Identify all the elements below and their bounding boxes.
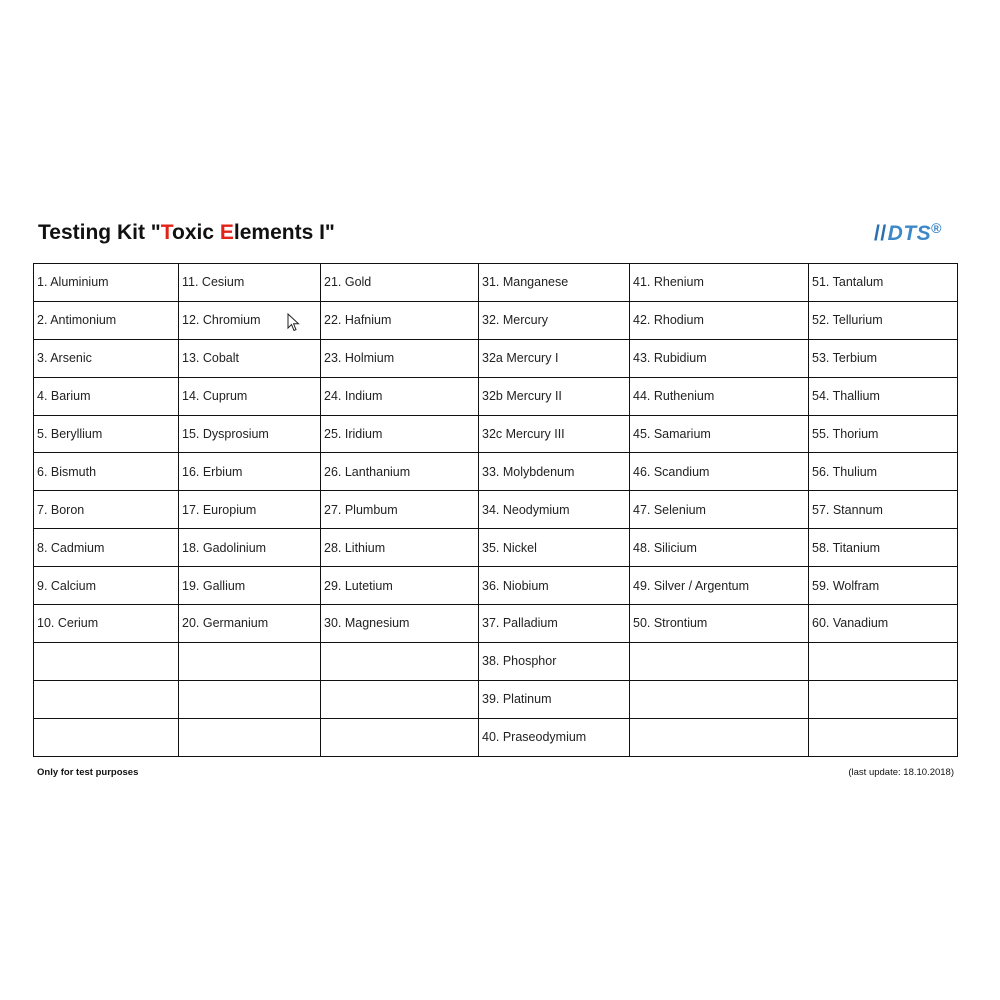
table-cell [630,680,809,718]
title-part: lements I" [233,221,335,244]
table-cell [34,718,179,756]
table-row [34,301,958,339]
table-row [34,567,958,605]
table-cell: 32b Mercury II [479,377,630,415]
table-cell [321,642,479,680]
table-cell [179,642,321,680]
table-cell: 12. Chromium [179,301,321,339]
table-row [34,718,958,756]
table-cell: 23. Holmium [321,339,479,377]
table-cell: 4. Barium [34,377,179,415]
table-cell: 50. Strontium [630,605,809,643]
table-cell: 36. Niobium [479,567,630,605]
table-cell: 2. Antimonium [34,301,179,339]
table-row [34,642,958,680]
registered-mark: ® [931,220,942,236]
title-part: T [160,221,173,244]
title-part: E [219,221,234,244]
table-cell [630,642,809,680]
table-cell: 57. Stannum [809,491,958,529]
table-cell [179,680,321,718]
table-cell: 15. Dysprosium [179,415,321,453]
table-cell: 26. Lanthanium [321,453,479,491]
table-cell: 44. Ruthenium [630,377,809,415]
table-row [34,680,958,718]
elements-table [33,263,958,757]
table-cell: 39. Platinum [479,680,630,718]
table-cell: 27. Plumbum [321,491,479,529]
logo-bars: // [874,222,887,245]
table-cell: 46. Scandium [630,453,809,491]
table-cell: 34. Neodymium [479,491,630,529]
table-cell: 8. Cadmium [34,529,179,567]
table-cell: 49. Silver / Argentum [630,567,809,605]
table-row [34,491,958,529]
table-cell: 32a Mercury I [479,339,630,377]
table-cell: 37. Palladium [479,605,630,643]
table-row [34,415,958,453]
table-cell: 43. Rubidium [630,339,809,377]
table-cell: 7. Boron [34,491,179,529]
table-cell [179,718,321,756]
table-cell: 59. Wolfram [809,567,958,605]
table-cell: 5. Beryllium [34,415,179,453]
table-cell: 29. Lutetium [321,567,479,605]
footer-note: Only for test purposes [37,767,139,778]
table-cell: 18. Gadolinium [179,529,321,567]
table-cell: 38. Phosphor [479,642,630,680]
table-row [34,339,958,377]
table-cell [630,718,809,756]
mouse-pointer-icon [287,313,301,333]
table-cell: 17. Europium [179,491,321,529]
title-part: oxic [172,221,220,244]
table-cell: 58. Titanium [809,529,958,567]
table-cell: 35. Nickel [479,529,630,567]
table-cell: 14. Cuprum [179,377,321,415]
table-cell: 40. Praseodymium [479,718,630,756]
table-cell: 48. Silicium [630,529,809,567]
logo-text: DTS [887,222,932,245]
table-cell: 32. Mercury [479,301,630,339]
table-cell: 31. Manganese [479,264,630,302]
table-cell [34,680,179,718]
table-cell: 47. Selenium [630,491,809,529]
table-cell: 22. Hafnium [321,301,479,339]
table-cell: 51. Tantalum [809,264,958,302]
table-cell: 53. Terbium [809,339,958,377]
table-cell: 21. Gold [321,264,479,302]
table-cell: 52. Tellurium [809,301,958,339]
last-update: (last update: 18.10.2018) [848,767,954,778]
table-cell: 10. Cerium [34,605,179,643]
table-row [34,264,958,302]
table-cell: 13. Cobalt [179,339,321,377]
table-cell [321,680,479,718]
table-cell: 45. Samarium [630,415,809,453]
table-cell: 11. Cesium [179,264,321,302]
table-row [34,377,958,415]
table-cell [809,680,958,718]
table-cell: 24. Indium [321,377,479,415]
table-cell: 6. Bismuth [34,453,179,491]
table-cell: 60. Vanadium [809,605,958,643]
table-cell [34,642,179,680]
table-cell: 9. Calcium [34,567,179,605]
title-part: Testing Kit " [38,221,161,244]
page-title [38,221,335,245]
table-cell: 54. Thallium [809,377,958,415]
table-cell: 16. Erbium [179,453,321,491]
table-cell: 32c Mercury III [479,415,630,453]
table-row [34,605,958,643]
table-cell [809,642,958,680]
table-row [34,529,958,567]
table-cell: 28. Lithium [321,529,479,567]
table-cell: 42. Rhodium [630,301,809,339]
table-cell [809,718,958,756]
table-cell: 25. Iridium [321,415,479,453]
dts-logo [874,222,942,246]
table-cell: 3. Arsenic [34,339,179,377]
table-cell [321,718,479,756]
table-row [34,453,958,491]
table-cell: 33. Molybdenum [479,453,630,491]
table-cell: 56. Thulium [809,453,958,491]
table-cell: 55. Thorium [809,415,958,453]
table-cell: 30. Magnesium [321,605,479,643]
table-cell: 1. Aluminium [34,264,179,302]
table-cell: 41. Rhenium [630,264,809,302]
table-cell: 20. Germanium [179,605,321,643]
table-cell: 19. Gallium [179,567,321,605]
